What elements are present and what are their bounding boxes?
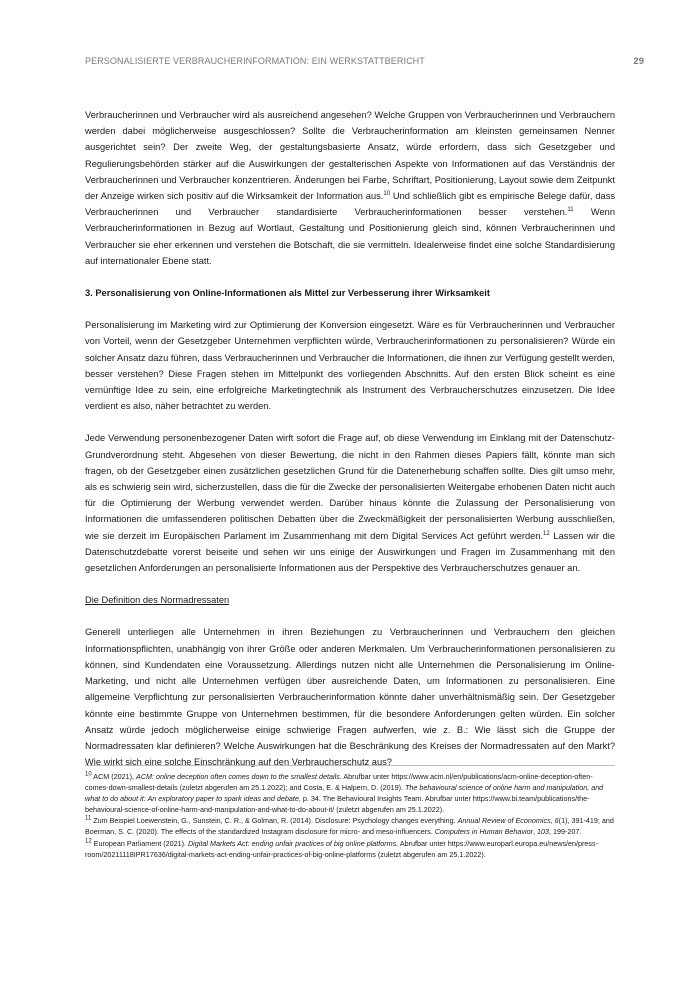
footnote-11 [85,815,615,837]
footnote-10 [85,771,615,815]
paragraph-text: Wenn Verbraucherinformationen in Bezug auf Wortlaut, Gestaltung und Positionierung gleich sind, können Verbraucherinnen und Verbraucher sie eher erkennen und verstehen die Botschaft, die sie vermitteln. Idealerweise findet eine solche Standardisierung auf internationaler Ebene statt. [85,207,616,266]
paragraph: Personalisierung im Marketing wird zur Optimierung der Konversion eingesetzt. Wäre es für Verbraucherinnen und Verbraucher von Vorteil, wenn der Gesetzgeber Unternehmen verpflichten würde, Verbraucherinformationen zu personalisieren? Würde ein solcher Ansatz dazu führen, dass Verbraucherinnen und Verbraucher die Informationen, die ihnen zur Verfügung gestellt werden, besser verstehen? Diese Fragen stehen im Mittelpunkt des vorliegenden Abschnitts. Auf den ersten Blick scheint es eine vernünftige Idee zu sein, eine erfolgreiche Marketingtechnik als Instrument des Verbraucherschutzes einzusetzen. Die Idee verdient es also, näher betrachtet zu werden. [85,320,615,412]
footnote-ref-12[interactable]: 12 [543,530,550,537]
footnote-journal: Computers in Human Behavior [434,827,533,837]
footnotes [85,771,615,860]
paragraph: Generell unterliegen alle Unternehmen in ihren Beziehungen zu Verbraucherinnen und Verbrauchern den gleichen Informationspflichten, unabhängig von ihrer Größe oder anderen Merkmalen. Um Verbraucherinformationen personalisieren zu können, sind Kundendaten eine Voraussetzung. Allerdings nutzen nicht alle Unternehmen die Personalisierung im Online-Marketing, und nicht alle Unternehmen verfügen über ausreichende Daten, um Informationen zu personalisieren. Eine allgemeine Verpflichtung zur personalisierten Verbraucherinformation könnte daher unverhältnismäßig sein. Der Gesetzgeber könnte eine bestimmte Gruppe von Unternehmen bestimmen, für die besondere Anforderungen gelten würden. Ein solcher Ansatz würde jedoch möglicherweise einige schwierige Fragen aufwerfen, wie z. B.: Wie lässt sich die Gruppe der Normadressaten klar definieren? Welche Auswirkungen hat die Beschränkung des Kreises der Normadressaten auf den Markt? Wie wirkt sich eine solche Einschränkung auf den Verbraucherschutz aus? [85,627,615,768]
footnote-number: 12 [85,838,92,845]
footnote-text: , 199-207. [548,827,582,837]
body-text [85,107,615,770]
footnote-text: , p. 34. The Behavioural Insights Team. Abrufbar unter https://www.bi.team/publications/the-behavioural-science-of-online-harm-and-manipulation-and-what-to-do-about-it/ (zuletzt abgerufen am 25.1.2022). [85,794,590,815]
footnote-12 [85,838,615,860]
footnote-title: ACM: online deception often comes down to the smallest details [136,772,340,781]
footnote-number: 10 [85,771,92,778]
footnote-ref-11[interactable]: 11 [567,207,574,214]
footnote-text: , [532,827,537,837]
running-header-title: PERSONALISIERTE VERBRAUCHERINFORMATION: EIN WERKSTATTBERICHT [85,56,425,66]
footnote-title: The behavioural science of online harm and manipulation, and what to do about it: An exploratory paper to spark ideas and debate [85,783,604,804]
footnote-divider [85,765,615,766]
footnote-volume: 6 [554,816,559,826]
paragraph [85,107,615,269]
paragraph-text: Lassen wir die Datenschutzdebatte vorerst beiseite und sehen wir uns einige der Auswirkungen und Fragen im Zusammenhang mit den gesetzlichen Anforderungen an personalisierte Informationen aus der Perspektive des Verbraucherschutzes genauer an. [85,530,616,574]
footnote-text: , [550,816,555,826]
footnote-ref-10[interactable]: 10 [383,190,391,197]
footnote-number: 11 [85,815,92,822]
footnote-text: Abrufbar unter https://www.europarl.europa.eu/news/en/press-room/20211118IPR17636/digital-markets-act-ending-unfair-practices-of-big-online-platforms (zuletzt abgerufen am 25.1.2022). [85,838,599,859]
footnote-text: European Parliament (2021). [91,838,188,848]
section-heading: 3. Personalisierung von Online-Informationen als Mittel zur Verbesserung ihrer Wirksamkeit [85,288,490,299]
paragraph-text: Jede Verwendung personenbezogener Daten wirft sofort die Frage auf, ob diese Verwendung im Einklang mit der Datenschutz-Grundverordnung steht. Abgesehen von dieser Bewertung, die nicht in den Rahmen dieses Papiers fällt, könnte man sich fragen, ob der Gesetzgeber einen zusätzlichen gesetzlichen Grund für die Datenerhebung schaffen sollte. Dies gilt umso mehr, als es schwierig sein wird, sicherzustellen, dass die für die Zwecke der personalisierten Weitergabe erhobenen Daten nicht auch für die Optimierung der Werbung verwendet werden. Darüber hinaus könnte die Zulassung der Personalisierung von Informationen die umfassenderen politischen Debatten über die Zweckmäßigkeit der personalisierten Werbung ausschließen, wie sie derzeit im Europäischen Parlament im Zusammenhang mit dem Digital Services Act geführt werden. [85,433,615,541]
footnote-volume: 103 [536,827,549,837]
paragraph-text: Und schließlich gibt es empirische Belege dafür, dass Verbraucherinnen und Verbraucher standardisierte Verbraucherinformationen besser verstehen. [85,191,615,218]
footnote-text: (1), 391-419; and Boerman, S. C. (2020). The effects of the standardized Instagram disclosure for micro- and meso-influencers. [85,816,614,837]
footnote-text: . Abrufbar unter https://www.acm.nl/en/publications/acm-online-deception-often-comes-down-smallest-details (zuletzt abgerufen am 25.1.2022); and Costa, E. & Halpern, D. (2019). [85,772,593,793]
paragraph-text: Verbraucherinnen und Verbraucher wird als ausreichend angesehen? Welche Gruppen von Verbraucherinnen und Verbrauchern werden dabei möglicherweise ausgeschlossen? Sollte die Verbraucherinformation am kleinsten gemeinsamen Nenner ausgerichtet sein? Der zweite Weg, der gestaltungsbasierte Ansatz, würde erfordern, dass sich Gesetzgeber und Regulierungsbehörden stärker auf die Auswirkungen der gestalterischen Aspekte von Informationen auf das Verständnis der Verbraucherinnen und Verbraucher konzentrieren. Änderungen bei Farbe, Schriftart, Positionierung, Layout sowie dem Zeitpunkt der Anzeige wirken sich positiv auf die Wirksamkeit der Information aus. [85,110,615,202]
paragraph [85,430,615,576]
page-number: 29 [633,56,644,67]
footnote-text: ACM (2021), [91,772,137,781]
footnote-title: Digital Markets Act: ending unfair practices of big online platforms. [187,838,399,848]
footnote-journal: Annual Review of Economics [457,816,551,826]
footnote-text: Zum Beispiel Loewenstein, G., Sunstein, C. R., & Golman, R. (2014). Disclosure: Psychology changes everything. [91,816,458,826]
subsection-heading: Die Definition des Normadressaten [85,595,230,606]
